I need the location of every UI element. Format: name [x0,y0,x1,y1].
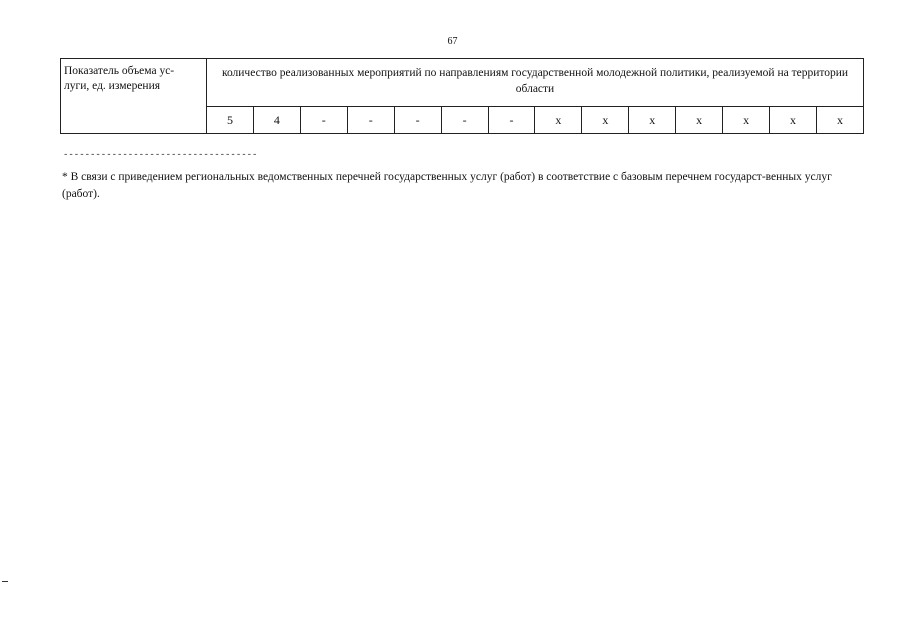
scan-edge-mark [2,581,8,582]
value-cell: x [629,107,676,134]
footnote-separator: ------------------------------------ [63,150,258,160]
value-cell: 4 [253,107,300,134]
value-cell: x [676,107,723,134]
value-cell: - [300,107,347,134]
value-cell: - [488,107,535,134]
page-number: 67 [447,36,458,47]
value-cell: x [535,107,582,134]
value-cell: x [582,107,629,134]
value-cell: - [441,107,488,134]
footnote-text: * В связи с приведением региональных ведомственных перечней государственных услуг (работ) в соответствие с базовым перечнем государст-венных услуг (работ). [62,171,832,200]
value-cell: x [770,107,817,134]
value-cell: - [394,107,441,134]
indicator-description-cell: количество реализованных мероприятий по направлениям государственной молодежной политики, реализуемой на территории области [207,59,864,107]
indicator-label-cell: Показатель объема ус- луги, ед. измерения [61,59,207,134]
service-volume-table [60,58,864,134]
value-cell: 5 [207,107,254,134]
value-cell: x [816,107,863,134]
value-cell: x [723,107,770,134]
value-cell: - [347,107,394,134]
table-header-row [61,59,864,107]
